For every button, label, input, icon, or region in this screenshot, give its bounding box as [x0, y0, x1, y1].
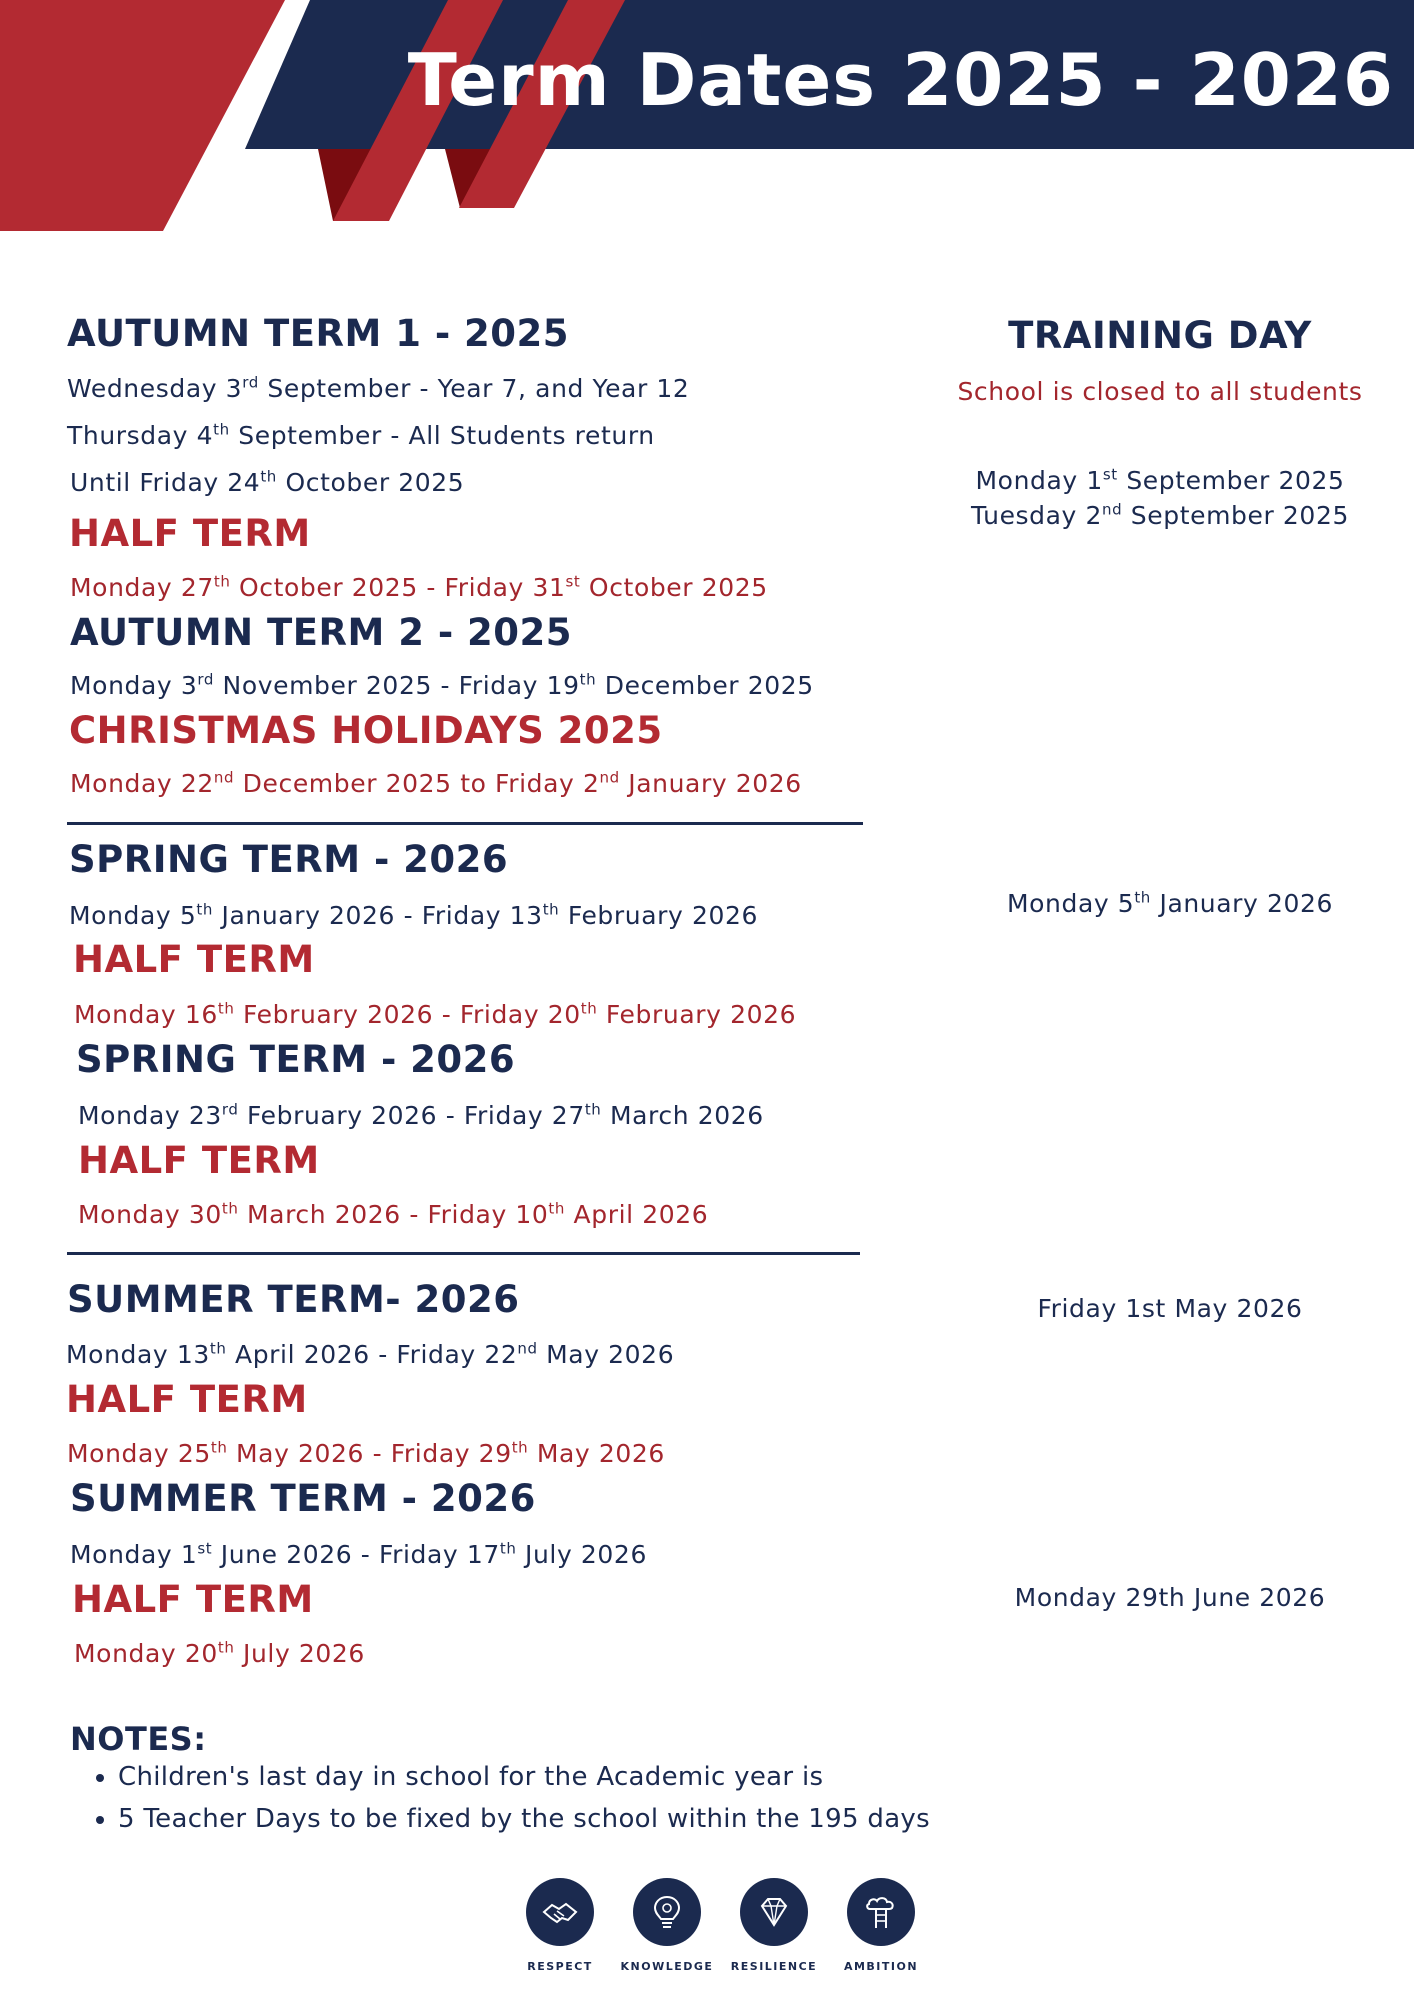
autumn-term-2-dates: Monday 3rd November 2025 - Friday 19th December 2025 [70, 670, 814, 700]
summer-term-2-dates: Monday 1st June 2026 - Friday 17th July 2026 [70, 1539, 647, 1569]
christmas-holidays-dates: Monday 22nd December 2025 to Friday 2nd January 2026 [70, 768, 802, 798]
ladder-cloud-icon [847, 1878, 915, 1946]
autumn-term-1-heading: AUTUMN TERM 1 - 2025 [67, 312, 570, 355]
training-day-subheading: School is closed to all students [957, 377, 1363, 406]
summer-term-2-heading: SUMMER TERM - 2026 [70, 1477, 536, 1520]
half-term-1-dates: Monday 27th October 2025 - Friday 31st October 2025 [70, 572, 768, 602]
training-day-date-2: Tuesday 2nd September 2025 [971, 500, 1349, 530]
training-day-heading: TRAINING DAY [1008, 314, 1312, 357]
training-day-date-4: Friday 1st May 2026 [1037, 1294, 1303, 1323]
half-term-5-heading: HALF TERM [72, 1578, 314, 1621]
half-term-3-dates: Monday 30th March 2026 - Friday 10th April 2026 [78, 1199, 709, 1229]
summer-term-1-dates: Monday 13th April 2026 - Friday 22nd May 2026 [66, 1339, 675, 1369]
notes-heading: NOTES: [70, 1720, 207, 1758]
handshake-icon [526, 1878, 594, 1946]
red-block [0, 0, 285, 231]
notes-item: • 5 Teacher Days to be fixed by the school within the 195 days [118, 1804, 930, 1834]
spring-term-2-heading: SPRING TERM - 2026 [76, 1038, 516, 1081]
half-term-4-heading: HALF TERM [66, 1378, 308, 1421]
autumn-term-1-line-3: Until Friday 24th October 2025 [70, 467, 465, 497]
lightbulb-icon [633, 1878, 701, 1946]
autumn-term-1-line-1: Wednesday 3rd September - Year 7, and Year 12 [67, 373, 690, 403]
half-term-4-dates: Monday 25th May 2026 - Friday 29th May 2026 [67, 1438, 665, 1468]
page-title: Term Dates 2025 - 2026 [407, 38, 1394, 122]
notes-item: • Children's last day in school for the Academic year is [118, 1762, 930, 1792]
christmas-holidays-heading: CHRISTMAS HOLIDAYS 2025 [69, 709, 663, 752]
half-term-2-heading: HALF TERM [73, 938, 315, 981]
section-divider-2 [67, 1252, 860, 1255]
value-ambition [826, 1878, 936, 1973]
value-knowledge [612, 1878, 722, 1973]
value-label: AMBITION [843, 1960, 919, 1973]
notes-list [68, 1762, 930, 1846]
value-label: RESPECT [527, 1960, 593, 1973]
spring-term-2-dates: Monday 23rd February 2026 - Friday 27th March 2026 [78, 1100, 764, 1130]
value-resilience [719, 1878, 829, 1973]
value-respect [505, 1878, 615, 1973]
value-label: KNOWLEDGE [620, 1960, 714, 1973]
half-term-3-heading: HALF TERM [78, 1139, 320, 1182]
autumn-term-1-line-2: Thursday 4th September - All Students return [67, 420, 655, 450]
diamond-icon [740, 1878, 808, 1946]
half-term-5-dates: Monday 20th July 2026 [74, 1638, 365, 1668]
school-values [500, 1878, 920, 1988]
training-day-date-1: Monday 1st September 2025 [975, 465, 1345, 495]
spring-term-1-dates: Monday 5th January 2026 - Friday 13th February 2026 [69, 900, 758, 930]
value-label: RESILIENCE [730, 1960, 818, 1973]
half-term-1-heading: HALF TERM [69, 512, 311, 555]
training-day-date-5: Monday 29th June 2026 [1014, 1583, 1326, 1612]
spring-term-1-heading: SPRING TERM - 2026 [69, 838, 509, 881]
half-term-2-dates: Monday 16th February 2026 - Friday 20th February 2026 [74, 999, 797, 1029]
autumn-term-2-heading: AUTUMN TERM 2 - 2025 [70, 611, 573, 654]
section-divider-1 [67, 822, 863, 825]
summer-term-1-heading: SUMMER TERM- 2026 [67, 1278, 520, 1321]
training-day-date-3: Monday 5th January 2026 [1006, 888, 1334, 918]
